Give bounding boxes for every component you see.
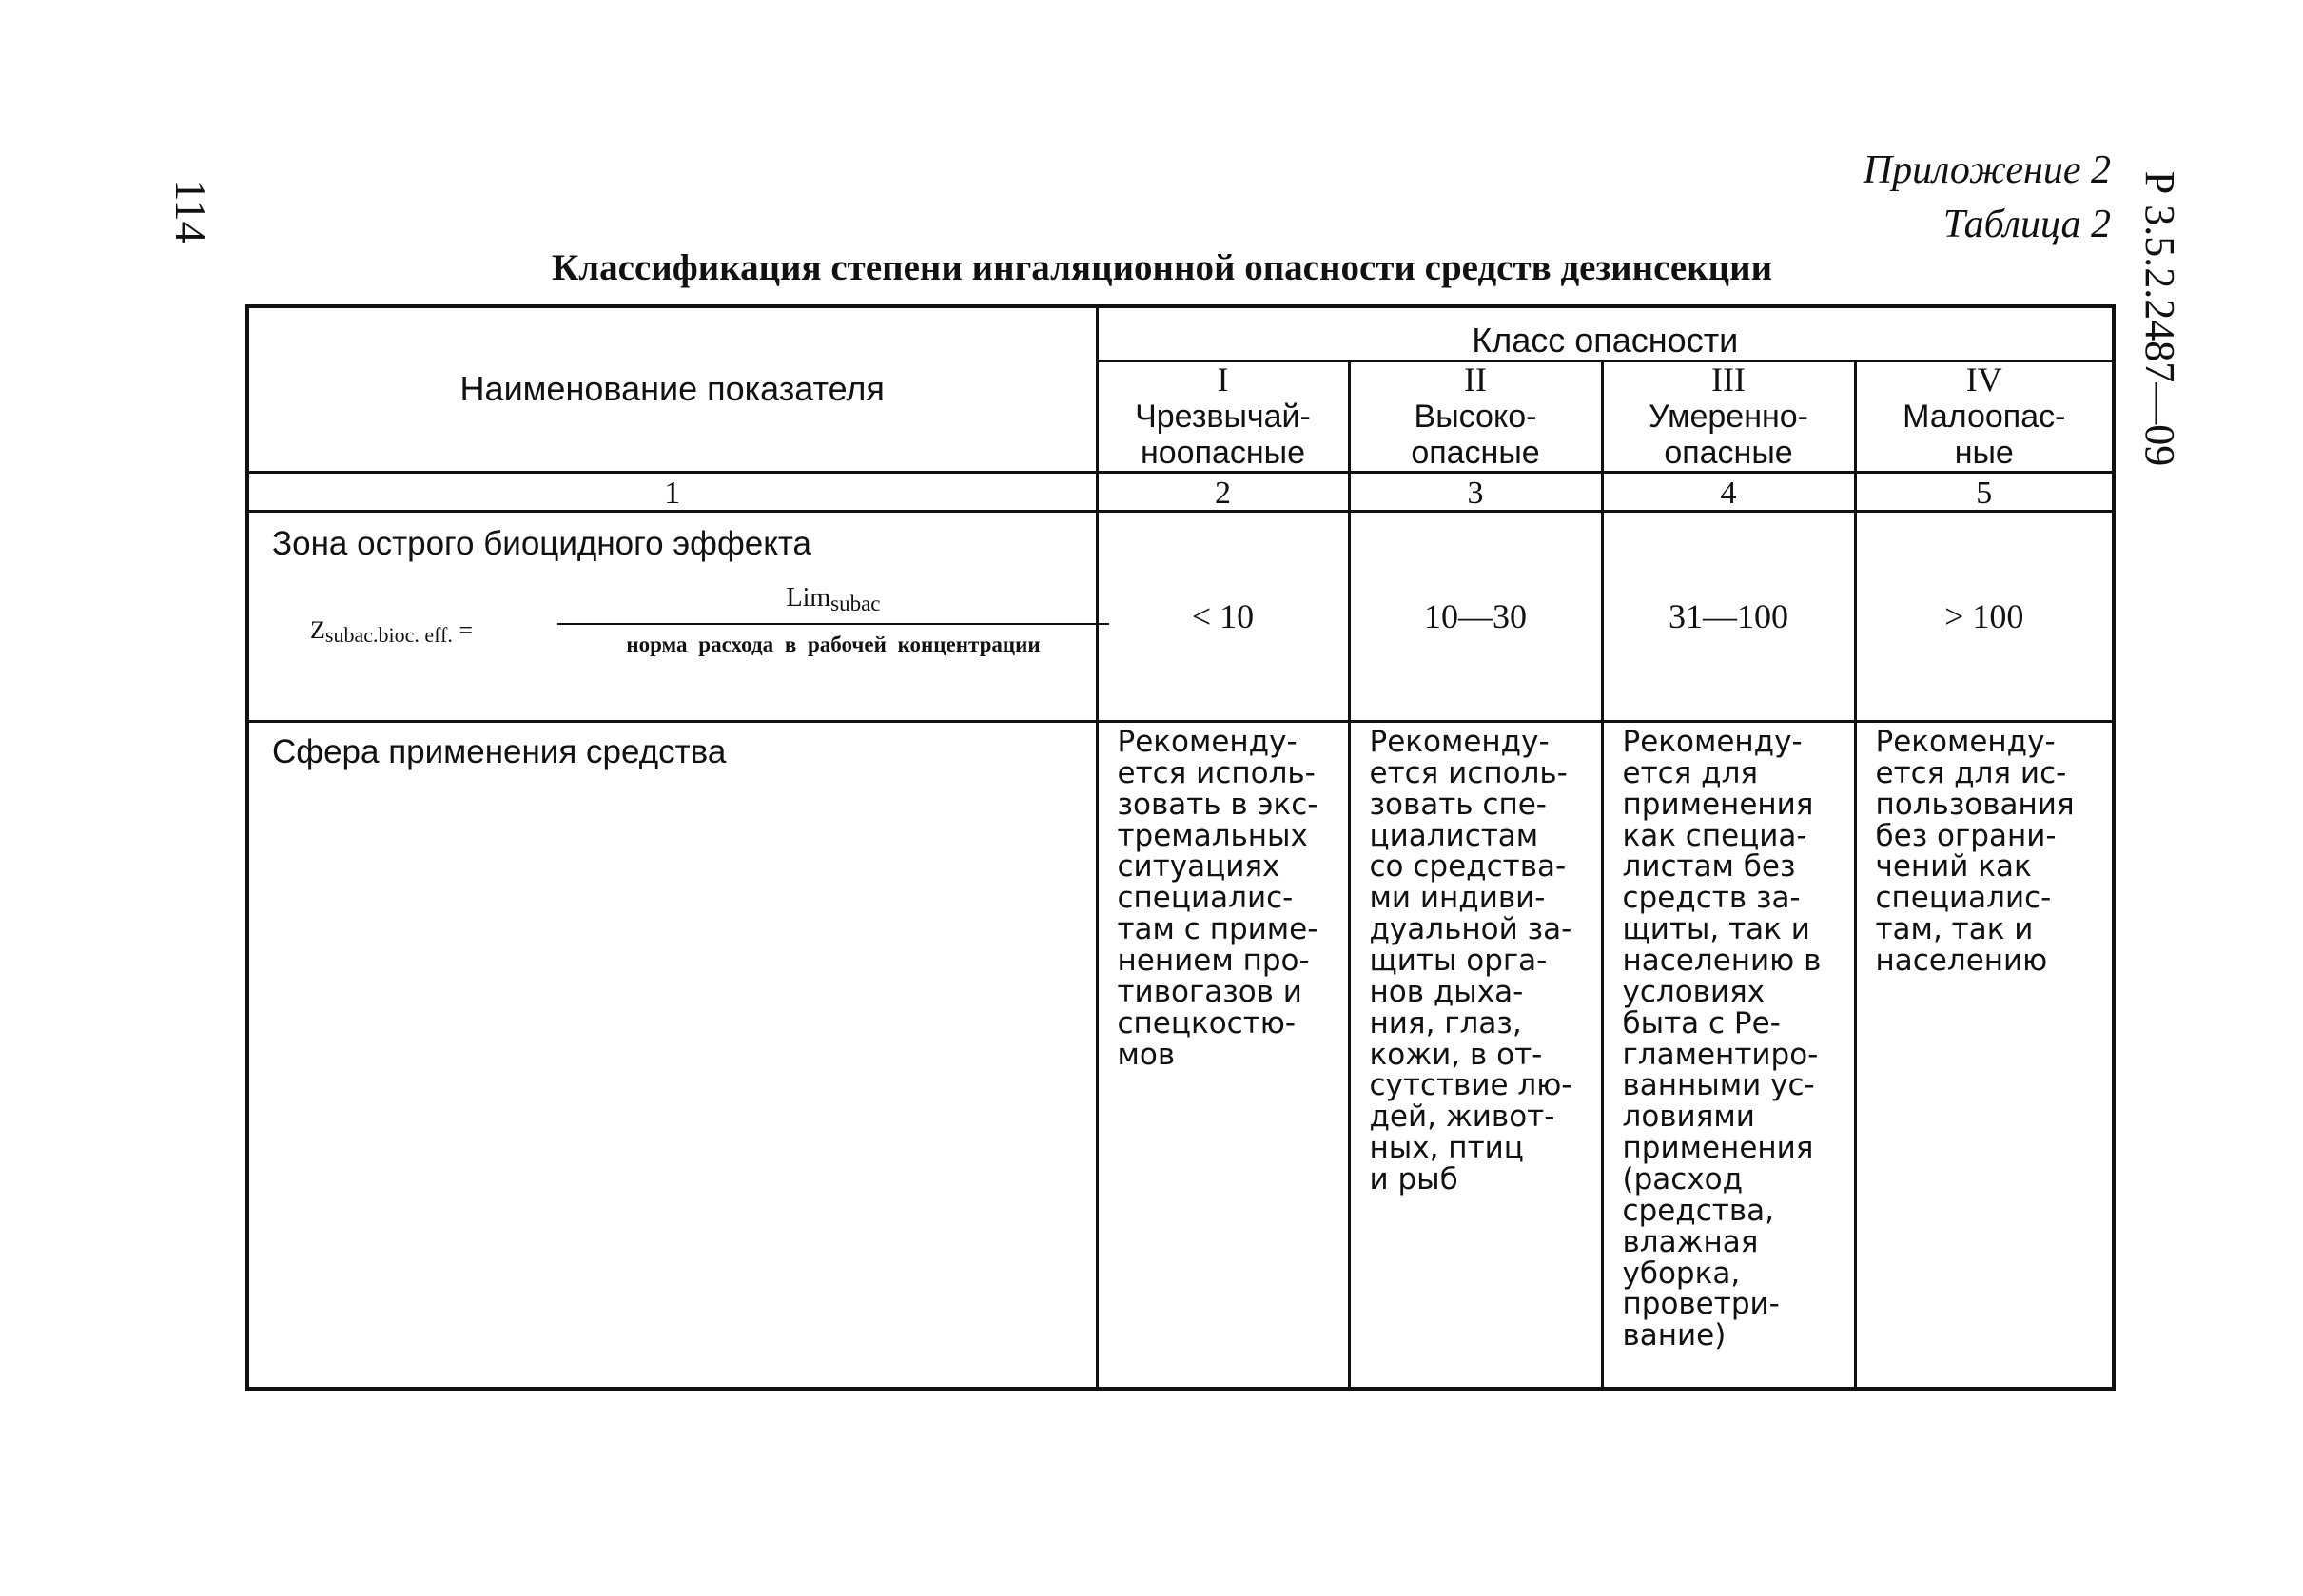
sphere-text-line: населению в [1622,943,1822,978]
sphere-text-line: щиты, так и [1622,912,1810,947]
sphere-text-line: тивогазов и [1117,974,1302,1009]
sphere-text-line: гламентиро- [1622,1037,1819,1072]
class-roman: II [1464,360,1487,399]
appendix-label: Приложение 2 [1863,148,2111,192]
class-header-iii [1602,361,1855,473]
sphere-text-line: нов дыха- [1369,974,1524,1009]
zone-value-class-iv: > 100 [1855,511,2114,721]
sphere-text-line: сутствие лю- [1369,1068,1572,1103]
sphere-text-line: уборка, [1622,1255,1741,1291]
zone-value-class-ii: 10—30 [1349,511,1602,721]
sphere-text-line: зовать спе- [1369,787,1547,822]
sphere-text-line: пользования [1875,787,2075,822]
sphere-text-line: ных, птиц [1369,1131,1524,1166]
column-number: 1 [247,472,1097,511]
sphere-text-line: средства, [1622,1193,1774,1228]
sphere-label: Сфера применения средства [247,721,1097,1389]
sphere-class-i [1097,721,1349,1389]
column-number: 5 [1855,472,2114,511]
sphere-text-line: ловиями [1622,1100,1755,1135]
zone-value-class-iii: 31—100 [1602,511,1855,721]
sphere-text-line: быта с Ре- [1622,1005,1781,1041]
sphere-text-line: ется исполь- [1369,755,1568,790]
zone-label: Зона острого биоцидного эффекта [272,524,812,562]
formula-lhs [310,616,474,648]
header-indicator-name: Наименование показателя [247,306,1097,472]
class-name-line: ные [1954,434,2014,471]
sphere-text-line: ми индиви- [1369,881,1546,916]
sphere-text-line: Рекоменду- [1117,724,1298,759]
sphere-text-line: Рекоменду- [1369,724,1550,759]
header-hazard-class: Класс опасности [1097,306,2114,361]
zone-value-class-i: < 10 [1097,511,1349,721]
class-header-i [1097,361,1349,473]
zone-formula [272,583,1077,669]
sphere-text-line: дуальной за- [1369,912,1572,947]
sphere-text-line: чений как [1875,849,2032,885]
hazard-classification-table [245,304,2116,1391]
column-number: 2 [1097,472,1349,511]
sphere-text-line: ется исполь- [1117,755,1316,790]
sphere-text-line: спецкостю- [1117,1005,1297,1041]
class-roman: III [1711,360,1746,399]
formula-numerator-symbol: Lim [786,583,831,613]
sphere-text-line: и рыб [1369,1161,1458,1197]
sphere-text-line: (расход [1622,1161,1744,1197]
sphere-text-line: средств за- [1622,881,1801,916]
class-roman: I [1217,360,1229,399]
column-number: 4 [1602,472,1855,511]
table-title: Классификация степени ингаляционной опасности средств дезинсекции [552,247,1773,288]
sphere-text-line: щиты орга- [1369,943,1548,978]
class-name-line: ноопасные [1140,434,1306,471]
sphere-class-iii [1602,721,1855,1389]
sphere-text-line: тремальных [1117,818,1308,853]
sphere-text-line: циалистам [1369,818,1539,853]
sphere-text-line: специалис- [1875,881,2052,916]
class-name-line: опасные [1411,434,1540,471]
sphere-text-line: проветри- [1622,1287,1780,1322]
sphere-text-line: как специа- [1622,818,1807,853]
sphere-text-line: вание) [1622,1318,1727,1353]
class-header-ii [1349,361,1602,473]
sphere-class-iv [1855,721,2114,1389]
sphere-class-ii [1349,721,1602,1389]
sphere-text-line: со средства- [1369,849,1567,885]
column-number: 3 [1349,472,1602,511]
page-number: 114 [166,179,215,243]
sphere-text-line: без ограни- [1875,818,2057,853]
fraction-bar [557,623,1109,625]
table-number-label: Таблица 2 [1942,203,2111,246]
sphere-text-line: кожи, в от- [1369,1037,1543,1072]
class-name-line: Умеренно- [1649,398,1808,435]
sphere-text-line: применения [1622,1131,1814,1166]
sphere-text-line: ется для [1622,755,1759,790]
sphere-text-line: Рекоменду- [1875,724,2056,759]
sphere-text-line: ния, глаз, [1369,1005,1522,1041]
formula-numerator [557,583,1109,616]
formula-lhs-subscript: subac.bioc. eff. [324,623,453,648]
class-name-line: опасные [1664,434,1793,471]
sphere-text-line: там с приме- [1117,912,1318,947]
zone-indicator-cell [247,511,1097,721]
sphere-text-line: там, так и [1875,912,2034,947]
class-name-line: Высоко- [1414,398,1537,435]
sphere-text-line: ситуациях [1117,849,1280,885]
document-code: Р 3.5.2.2487—09 [2137,170,2183,467]
sphere-text-line: применения [1622,787,1814,822]
sphere-text-line: мов [1117,1037,1176,1072]
sphere-text-line: ется для ис- [1875,755,2067,790]
formula-equals: = [459,616,474,645]
formula-lhs-symbol: Z [310,616,325,645]
class-roman: IV [1965,360,2002,399]
sphere-text-line: специалис- [1117,881,1294,916]
formula-numerator-subscript: subac [830,592,881,616]
sphere-text-line: ванными ус- [1622,1068,1815,1103]
sphere-text-line: условиях [1622,974,1766,1009]
sphere-text-line: влажная [1622,1224,1759,1259]
sphere-text-line: листам без [1622,849,1796,885]
sphere-text-line: дей, живот- [1369,1100,1555,1135]
sphere-text-line: зовать в экс- [1117,787,1318,822]
class-header-iv [1855,361,2114,473]
sphere-text-line: нением про- [1117,943,1310,978]
formula-denominator: норма расхода в рабочей концентрации [626,633,1041,657]
sphere-text-line: Рекоменду- [1622,724,1803,759]
sphere-text-line: населению [1875,943,2048,978]
class-name-line: Малоопас- [1903,398,2066,435]
class-name-line: Чрезвычай- [1135,398,1311,435]
